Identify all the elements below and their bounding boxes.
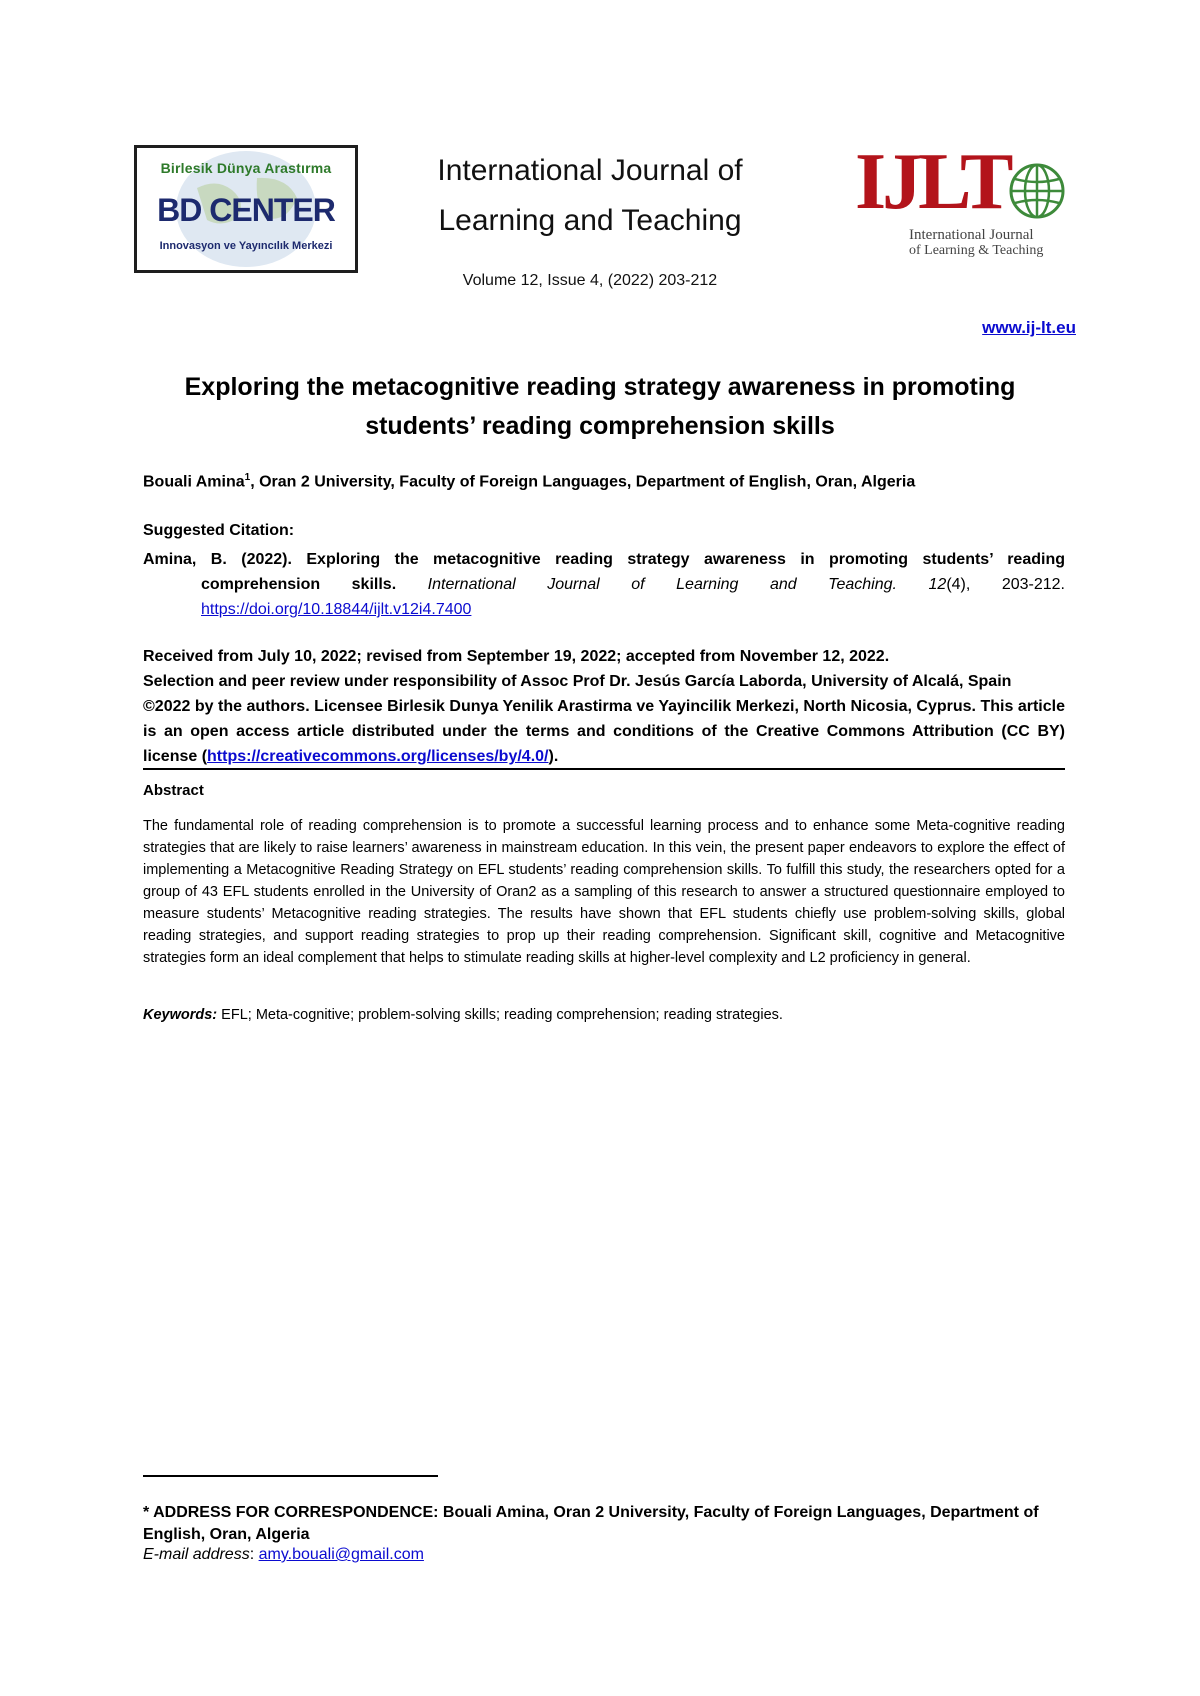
peer-review-note: Selection and peer review under responsibility of Assoc Prof Dr. Jesús García Laborda, University of Alcalá, Spain [143, 673, 1012, 690]
license-note [143, 694, 1065, 769]
license-text: ©2022 by the authors. Licensee Birlesik Dunya Yenilik Arastirma ve Yayincilik Merkezi, North Nicosia, Cyprus. This article is an open access article distributed under the terms and conditions of the Creative Commons Attribution (CC BY) license ( [143, 698, 1065, 765]
citation-journal: International Journal of Learning and Teaching. 12 [396, 576, 947, 593]
received-dates: Received from July 10, 2022; revised from September 19, 2022; accepted from November 12, 2022. [143, 648, 890, 665]
logo-line-1: Birlesik Dünya Arastırma [160, 160, 332, 176]
logo-line-3: Innovasyon ve Yayıncılık Merkezi [159, 240, 333, 252]
logo-line-2: BD CENTER [157, 192, 335, 228]
journal-website-link[interactable]: www.ij-lt.eu [982, 318, 1076, 337]
citation-issue: (4), 203-212. [946, 576, 1066, 593]
email-separator: : [249, 1546, 259, 1563]
email-label: E-mail address [143, 1546, 250, 1563]
keywords-label: Keywords: [143, 1007, 218, 1023]
abstract-body: The fundamental role of reading comprehension is to promote a successful learning process and to enhance some Meta-cognitive reading strategies that are likely to raise learners’ awareness in mainstream education. In this vein, the present paper endeavors to explore the effect of implementing a Metacognitive Reading Strategy on EFL students’ reading comprehension skills. To fulfill this study, the researchers opted for a group of 43 EFL students enrolled in the University of Oran2 as a sampling of this research to answer a structured questionnaire employed to measure students’ Metacognitive reading strategies. The results have shown that EFL students chiefly use problem-solving skills, global reading strategies, and support reading strategies to prop up their reading comprehension. Significant skill, cognitive and Metacognitive strategies form an ideal complement that helps to stimulate reading skills at higher-level complexity and L2 proficiency in general. [143, 818, 1065, 966]
license-link[interactable]: https://creativecommons.org/licenses/by/4.0/ [207, 748, 549, 765]
author-line [143, 472, 1073, 491]
article-title: Exploring the metacognitive reading strategy awareness in promoting students’ reading comprehension skills [184, 373, 1016, 440]
citation-title: Exploring the metacognitive reading strategy awareness in promoting students’ reading comprehension skills. [201, 551, 1065, 593]
bd-center-logo [134, 145, 358, 273]
volume-issue: Volume 12, Issue 4, (2022) 203-212 [462, 272, 718, 289]
citation-heading: Suggested Citation: [143, 522, 295, 539]
ijlt-logo-letters: IJLT [855, 138, 1010, 226]
citation-body [143, 547, 1065, 622]
author-footnote-mark: 1 [244, 472, 251, 483]
license-close: ). [548, 748, 559, 765]
footnote-divider [143, 1475, 438, 1477]
email-link[interactable]: amy.bouali@gmail.com [258, 1546, 424, 1563]
globe-icon [1007, 161, 1067, 221]
ijlt-logo-sub-2: of Learning & Teaching [909, 243, 1044, 258]
keywords [143, 1007, 1065, 1023]
author-name: Bouali Amina [143, 473, 245, 491]
citation-lead: Amina, B. (2022). [143, 551, 292, 568]
journal-title: International Journal of Learning and Teaching [437, 154, 743, 237]
ijlt-logo-sub-1: International Journal [909, 227, 1034, 243]
section-divider [143, 768, 1065, 770]
abstract-heading: Abstract [143, 782, 204, 799]
email-line [143, 1546, 424, 1564]
doi-link[interactable]: https://doi.org/10.18844/ijlt.v12i4.7400 [201, 601, 472, 618]
correspondence-address: * ADDRESS FOR CORRESPONDENCE: Bouali Amina, Oran 2 University, Faculty of Foreign Languages, Department of English, Oran, Algeria [143, 1504, 1039, 1543]
keywords-list: EFL; Meta-cognitive; problem-solving skills; reading comprehension; reading strategies. [217, 1007, 783, 1023]
ijlt-logo [855, 138, 1070, 260]
article-dates [143, 644, 1065, 769]
author-affiliation: , Oran 2 University, Faculty of Foreign Languages, Department of English, Oran, Algeria [250, 473, 916, 491]
